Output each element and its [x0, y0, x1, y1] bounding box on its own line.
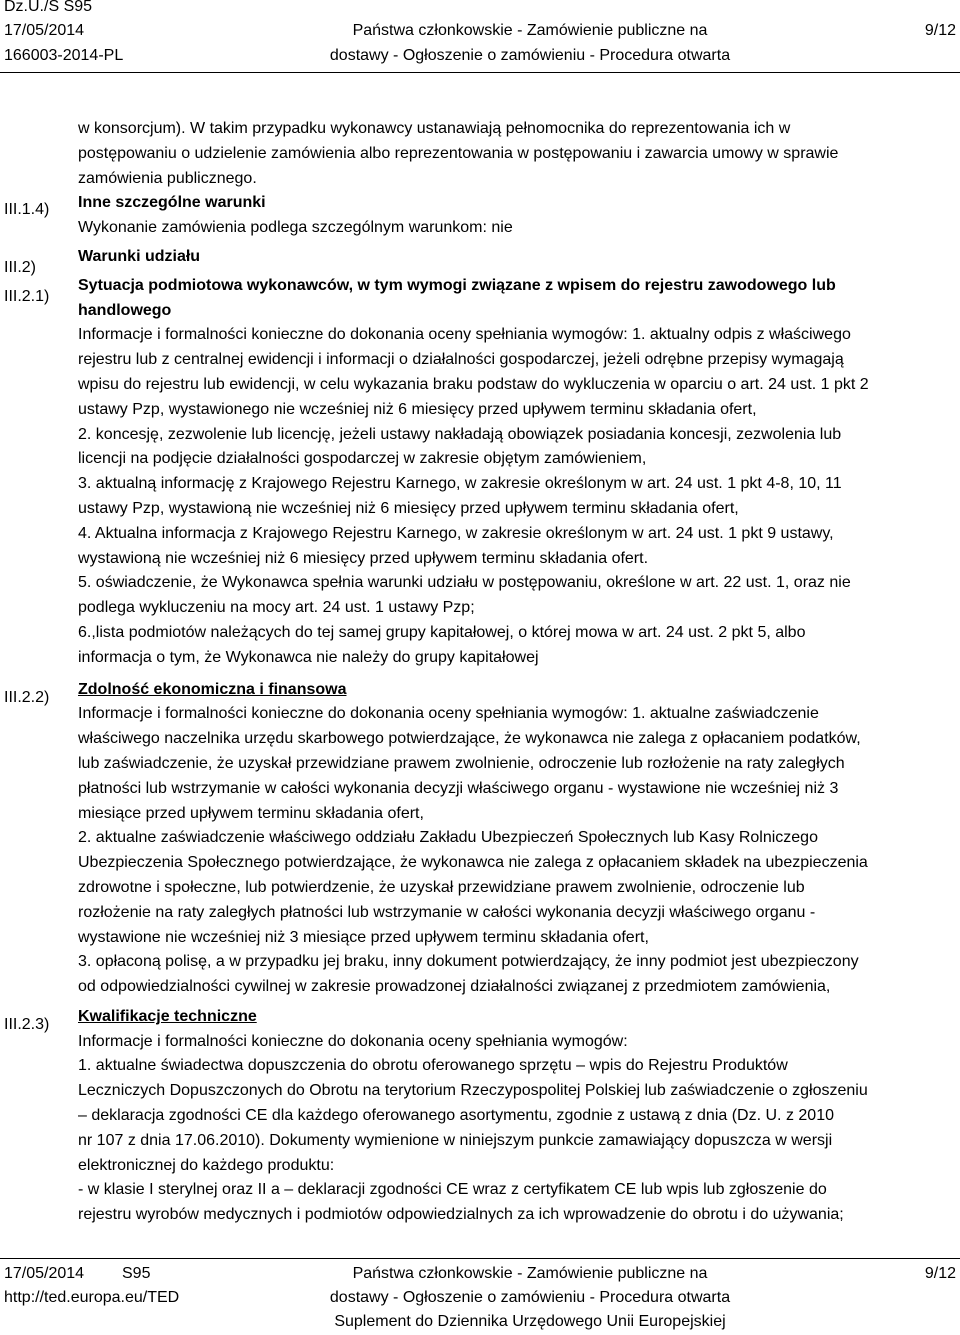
section-number: III.2.1)	[4, 288, 50, 305]
body-line: w konsorcjum). W takim przypadku wykonawcy ustanawiają pełnomocnika do reprezentowania ich w	[78, 120, 791, 137]
technical-heading: Kwalifikacje techniczne	[78, 1007, 257, 1025]
header-doc-number: 166003-2014-PL	[4, 47, 124, 64]
situation-heading: handlowego	[78, 301, 172, 319]
body-line: zamówienia publicznego.	[78, 169, 257, 187]
body-line: licencji na podjęcie działalności gospodarczej w zakresie objętym zamówieniem,	[78, 450, 647, 468]
body-line: od odpowiedzialności cywilnej w zakresie prowadzonej działalności związanej z przedmiotem zamówienia,	[78, 978, 831, 996]
body-line: podlega wykluczeniu na mocy art. 24 ust. 1 ustawy Pzp;	[78, 599, 475, 617]
body-line: 1. aktualne świadectwa dopuszczenia do obrotu oferowanego sprzętu – wpis do Rejestru Produktów	[78, 1057, 788, 1075]
body-line: rejestru wyrobów medycznych i podmiotów odpowiedzialnych za ich wprowadzenie do obrotu i do używania;	[78, 1206, 844, 1224]
header-title-line2: dostawy - Ogłoszenie o zamówieniu - Procedura otwarta	[329, 47, 731, 64]
footer-title-line3: Suplement do Dziennika Urzędowego Unii Europejskiej	[334, 1313, 726, 1330]
body-line: Informacje i formalności konieczne do dokonania oceny spełniania wymogów: 1. aktualne zaświadczenie	[78, 705, 819, 723]
body-line: 3. aktualną informację z Krajowego Rejestru Karnego, w zakresie określonym w art. 24 ust. 1 pkt 4-8, 10, 11	[78, 475, 842, 493]
economic-heading: Zdolność ekonomiczna i finansowa	[78, 680, 347, 698]
body-line: – deklaracja zgodności CE dla każdego oferowanego asortymentu, zgodnie z ustawą z dnia (Dz. U. z 2010	[78, 1107, 834, 1125]
body-line: 5. oświadczenie, że Wykonawca spełnia warunki udziału w postępowaniu, określone w art. 22 ust. 1, oraz nie	[78, 574, 851, 592]
header-title-line1: Państwa członkowskie - Zamówienie publiczne na	[352, 22, 708, 39]
header-page-number: 9/12	[924, 22, 956, 39]
body-line: zdrowotne i społeczne, lub potwierdzenie, że uzyskał przewidziane prawem zwolnienie, odroczenie lub	[78, 878, 805, 896]
section-number: III.2)	[4, 259, 37, 276]
body-line: Ubezpieczenia Społecznego potwierdzające, że wykonawca nie zalega z opłacaniem składek na ubezpieczenia	[78, 854, 868, 872]
body-line: informacja o tym, że Wykonawca nie należy do grupy kapitałowej	[78, 648, 539, 666]
body-line: wystawioną nie wcześniej niż 6 miesięcy przed upływem terminu składania ofert.	[78, 549, 649, 567]
document-body	[78, 117, 954, 1228]
body-line: miesiące przed upływem terminu składania ofert,	[78, 804, 424, 822]
header-journal-ref: Dz.U./S S95	[4, 0, 93, 15]
participation-heading: Warunki udziału	[78, 247, 201, 265]
body-line: rejestru lub z centralnej ewidencji i informacji o działalności gospodarczej, jeżeli odrębne przepisy wymagają	[78, 351, 844, 369]
body-line: rozłożenie na raty zaległych płatności lub wstrzymanie w całości wykonania decyzji właściwego organu -	[78, 903, 816, 921]
body-line: 6.,lista podmiotów należących do tej samej grupy kapitałowej, o której mowa w art. 24 ust. 2 pkt 5, albo	[78, 623, 806, 641]
body-line: - w klasie I sterylnej oraz II a – deklaracji zgodności CE wraz z certyfikatem CE lub wpis lub zgłoszenie do	[78, 1181, 827, 1199]
body-line: elektronicznej do każdego produktu:	[78, 1156, 335, 1174]
body-line: 2. aktualne zaświadczenie właściwego oddziału Zakładu Ubezpieczeń Społecznych lub Kasy Rolniczego	[78, 829, 818, 847]
header-date: 17/05/2014	[4, 22, 85, 39]
section-number: III.2.3)	[4, 1016, 50, 1033]
body-line: 4. Aktualna informacja z Krajowego Rejestru Karnego, w zakresie określonym w art. 24 ust. 1 pkt 9 ustawy,	[78, 524, 834, 542]
body-line: Leczniczych Dopuszczonych do Obrotu na terytorium Rzeczypospolitej Polskiej lub zaświadczenie o zgłoszeniu	[78, 1082, 868, 1100]
footer-page-number: 9/12	[924, 1265, 956, 1282]
footer-title-line2: dostawy - Ogłoszenie o zamówieniu - Procedura otwarta	[329, 1289, 731, 1306]
body-line: ustawy Pzp, wystawionego nie wcześniej niż 6 miesięcy przed upływem terminu składania ofert,	[78, 400, 757, 418]
footer-url: http://ted.europa.eu/TED	[4, 1289, 180, 1306]
body-line: nr 107 z dnia 17.06.2010). Dokumenty wymienione w niniejszym punkcie zamawiający dopuszcza w wersji	[78, 1131, 833, 1149]
section-number: III.1.4)	[4, 201, 50, 218]
body-line: lub zaświadczenie, że uzyskał przewidziane prawem zwolnienie, odroczenie lub rozłożenie na raty zaległych	[78, 754, 845, 772]
body-line: Informacje i formalności konieczne do dokonania oceny spełniania wymogów:	[78, 1032, 628, 1050]
footer-date: 17/05/2014	[4, 1265, 85, 1282]
body-line: wpisu do rejestru lub ewidencji, w celu wykazania braku podstaw do wykluczenia w oparciu o art. 24 ust. 1 pkt 2	[78, 375, 869, 393]
body-line: Wykonanie zamówienia podlega szczególnym warunkom: nie	[78, 219, 513, 237]
body-line: właściwego naczelnika urzędu skarbowego potwierdzające, że wykonawca nie zalega z opłacaniem podatków,	[78, 730, 861, 748]
body-line: 3. opłaconą polisę, a w przypadku jej braku, inny dokument potwierdzający, że inny podmiot jest ubezpieczony	[78, 953, 859, 971]
body-line: wystawione nie wcześniej niż 3 miesiące przed upływem terminu składania ofert,	[78, 928, 649, 946]
section-number: III.2.2)	[4, 689, 50, 706]
footer-issue: S95	[122, 1265, 151, 1282]
body-line: 2. koncesję, zezwolenie lub licencję, jeżeli ustawy nakładają obowiązek posiadania koncesji, zezwolenia lub	[78, 425, 842, 443]
body-line: Informacje i formalności konieczne do dokonania oceny spełniania wymogów: 1. aktualny odpis z właściwego	[78, 326, 851, 344]
body-line: płatności lub wstrzymanie w całości wykonania decyzji właściwego organu - wystawione nie wcześniej niż 3	[78, 779, 839, 797]
footer-rule	[0, 1258, 960, 1259]
body-line: ustawy Pzp, wystawioną nie wcześniej niż 6 miesięcy przed upływem terminu składania ofert,	[78, 499, 739, 517]
situation-heading: Sytuacja podmiotowa wykonawców, w tym wymogi związane z wpisem do rejestru zawodowego lub	[78, 276, 836, 294]
footer-title-line1: Państwa członkowskie - Zamówienie publiczne na	[352, 1265, 708, 1282]
header-rule	[0, 72, 960, 73]
other-conditions-heading: Inne szczególne warunki	[78, 194, 266, 212]
body-line: postępowaniu o udzielenie zamówienia albo reprezentowania w postępowaniu i zawarcia umowy w sprawie	[78, 144, 839, 162]
